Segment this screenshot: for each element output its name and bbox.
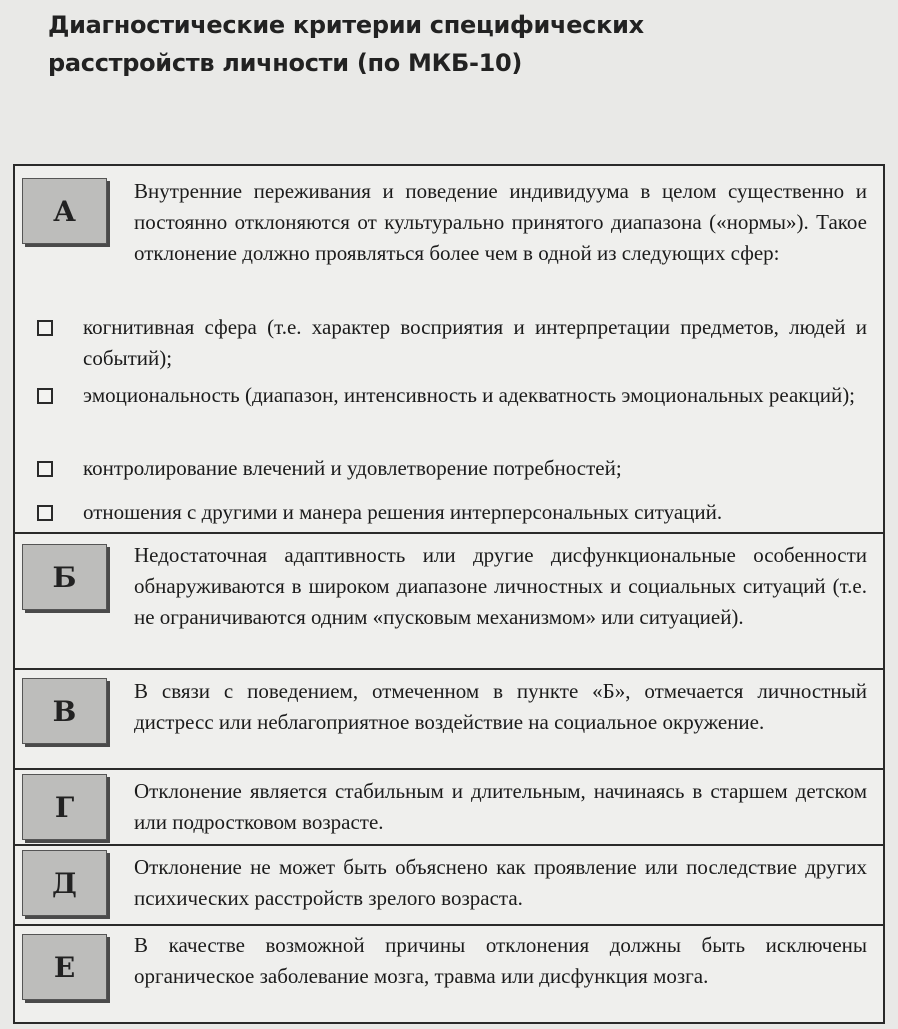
- criterion-letter-d: Д: [22, 850, 107, 916]
- criteria-table: [13, 164, 885, 1024]
- criterion-row-b: [15, 532, 883, 670]
- criterion-row-e: [15, 924, 883, 1022]
- title-line-1: Диагностические критерии специфических: [48, 11, 644, 39]
- criterion-text-a: Внутренние переживания и поведение индивидуума в целом существенно и постоянно отклоняются от культурально принятого диапазона («нормы»). Такое отклонение должно проявляться более чем в одной из следующих сфер:: [134, 179, 867, 265]
- list-item-text: контролирование влечений и удовлетворение потребностей;: [83, 456, 622, 480]
- criterion-row-g: [15, 768, 883, 846]
- criterion-text-d: Отклонение не может быть объяснено как проявление или последствие других психических расстройств зрелого возраста.: [134, 855, 867, 910]
- checkbox-icon: [37, 505, 53, 521]
- page-title: [48, 6, 648, 82]
- criterion-text-g: Отклонение является стабильным и длительным, начинаясь в старшем детском или подростковом возрасте.: [134, 779, 867, 834]
- checkbox-icon: [37, 461, 53, 477]
- list-item-text: эмоциональность (диапазон, интенсивность и адекватность эмоциональных реакций);: [83, 383, 856, 407]
- criterion-letter-b: Б: [22, 544, 107, 610]
- criterion-row-a: [15, 166, 883, 534]
- list-item-text: когнитивная сфера (т.е. характер восприятия и интерпретации предметов, людей и событий);: [83, 315, 867, 370]
- criterion-letter-a: А: [22, 178, 107, 244]
- list-item-text: отношения с другими и манера решения интерперсональных ситуаций.: [83, 500, 723, 524]
- criterion-letter-v: В: [22, 678, 107, 744]
- title-line-2: расстройств личности (по МКБ-10): [48, 49, 523, 77]
- checkbox-icon: [37, 320, 53, 336]
- criterion-letter-g: Г: [22, 774, 107, 840]
- checkbox-icon: [37, 388, 53, 404]
- criterion-letter-e: Е: [22, 934, 107, 1000]
- criterion-row-d: [15, 844, 883, 926]
- criterion-text-e: В качестве возможной причины отклонения должны быть исключены органическое заболевание мозга, травма или дисфункция мозга.: [134, 933, 867, 988]
- criterion-text-v: В связи с поведением, отмеченном в пункте «Б», отмечается личностный дистресс или неблагоприятное воздействие на социальное окружение.: [134, 679, 867, 734]
- criterion-row-v: [15, 668, 883, 770]
- criterion-text-b: Недостаточная адаптивность или другие дисфункциональные особенности обнаруживаются в широком диапазоне личностных и социальных ситуаций (т.е. не ограничиваются одним «пусковым механизмом» или ситуацией).: [134, 543, 867, 629]
